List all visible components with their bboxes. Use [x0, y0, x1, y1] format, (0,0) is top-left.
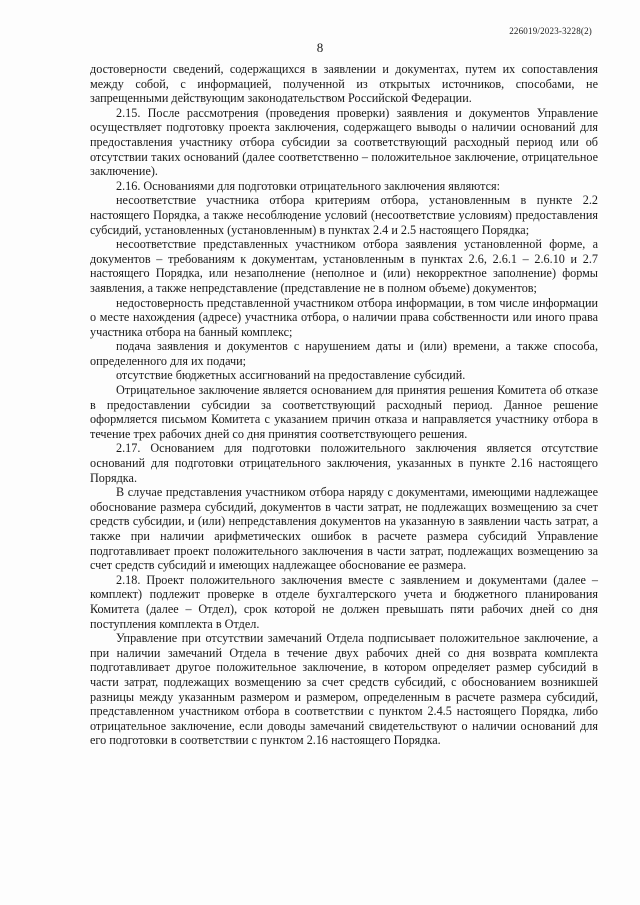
paragraph-2-16: 2.16. Основаниями для подготовки отрицательного заключения являются:: [116, 178, 500, 193]
paragraph-2-15: 2.15. После рассмотрения (проведения проверки) заявления и документов Управление осуществляет подготовку проекта заключения, содержащего выводы о наличии оснований для предоставления участнику отбора субсидии за соответствующий расходный период или об отсутствии таких оснований (далее соответственно – положительное заключение, отрицательное заключение).: [90, 105, 598, 179]
list-item-unreliability: недостоверность представленной участником отбора информации, в том числе информации о месте нахождения (адресе) участника отбора, о наличии права собственности или иного права участника отбора на банный комплекс;: [90, 295, 598, 339]
list-item-criteria: несоответствие участника отбора критериям отбора, установленным в пункте 2.2 настоящего Порядка, а также несоблюдение условий (несоответствие условиям) предоставления субсидий, установленных (установленным) в пунктах 2.4 и 2.5 настоящего Порядка;: [90, 193, 598, 237]
list-item-documents: несоответствие представленных участником отбора заявления установленной форме, а документов – требованиям к документам, установленным в пунктах 2.6, 2.6.1 – 2.6.10 и 2.7 настоящего Порядка, или незаполнение (неполное и (или) некорректное заполнение) формы заявления, а также непредставление (представление не в полном объеме) документов;: [90, 237, 598, 295]
paragraph-partial-costs: В случае представления участником отбора наряду с документами, имеющими надлежащее обоснование размера субсидий, документов в части затрат, не подлежащих возмещению за счет средств субсидии, и (или) непредставления документов на указанную в заявлении часть затрат, а также при наличии арифметических ошибок в расчете размера субсидий Управление подготавливает проект положительного заключения в части затрат, подлежащих возмещению за счет средств субсидий и имеющих надлежащее обоснование ее размера.: [90, 485, 598, 573]
paragraph-2-18: 2.18. Проект положительного заключения вместе с заявлением и документами (далее – комплект) подлежит проверке в отделе бухгалтерского учета и бюджетного планирования Комитета (далее – Отдел), срок которой не должен превышать пяти рабочих дней со дня поступления комплекта в Отдел.: [90, 572, 598, 631]
list-item-late-submission: подача заявления и документов с нарушением даты и (или) времени, а также способа, определенного для их подачи;: [90, 339, 598, 368]
paragraph-management-signing: Управление при отсутствии замечаний Отдела подписывает положительное заключение, а при наличии замечаний Отдела в течение двух рабочих дней со дня возврата комплекта подготавливает другое положительное заключение, в котором определяет размер субсидий в части затрат, подлежащих возмещению за счет средств субсидий, с обоснованием возникшей разницы между указанным размером и размером, определенным в расчете размера субсидий, представленном участником отбора в соответствии с пунктом 2.4.5 настоящего Порядка, либо отрицательное заключение, если доводы замечаний свидетельствуют о наличии оснований для его подготовки в соответствии с пунктом 2.16 настоящего Порядка.: [90, 631, 598, 748]
list-item-no-budget: отсутствие бюджетных ассигнований на предоставление субсидий.: [116, 368, 466, 383]
document-body: [90, 62, 598, 748]
paragraph-negative-conclusion: Отрицательное заключение является основанием для принятия решения Комитета об отказе в предоставлении субсидии за соответствующий расходный период. Данное решение оформляется письмом Комитета с указанием причин отказа и направляется участнику отбора в течение трех рабочих дней со дня принятия соответствующего решения.: [90, 383, 598, 441]
paragraph-continuation: достоверности сведений, содержащихся в заявлении и документах, путем их сопоставления между собой, с информацией, полученной из открытых источников, способами, не запрещенными действующим законодательством Российской Федерации.: [90, 62, 598, 106]
paragraph-2-17: 2.17. Основанием для подготовки положительного заключения является отсутствие оснований для подготовки отрицательного заключения, указанных в пункте 2.16 настоящего Порядка.: [90, 441, 598, 485]
page-number: 8: [316, 40, 324, 55]
document-id: 226019/2023-3228(2): [509, 26, 592, 36]
